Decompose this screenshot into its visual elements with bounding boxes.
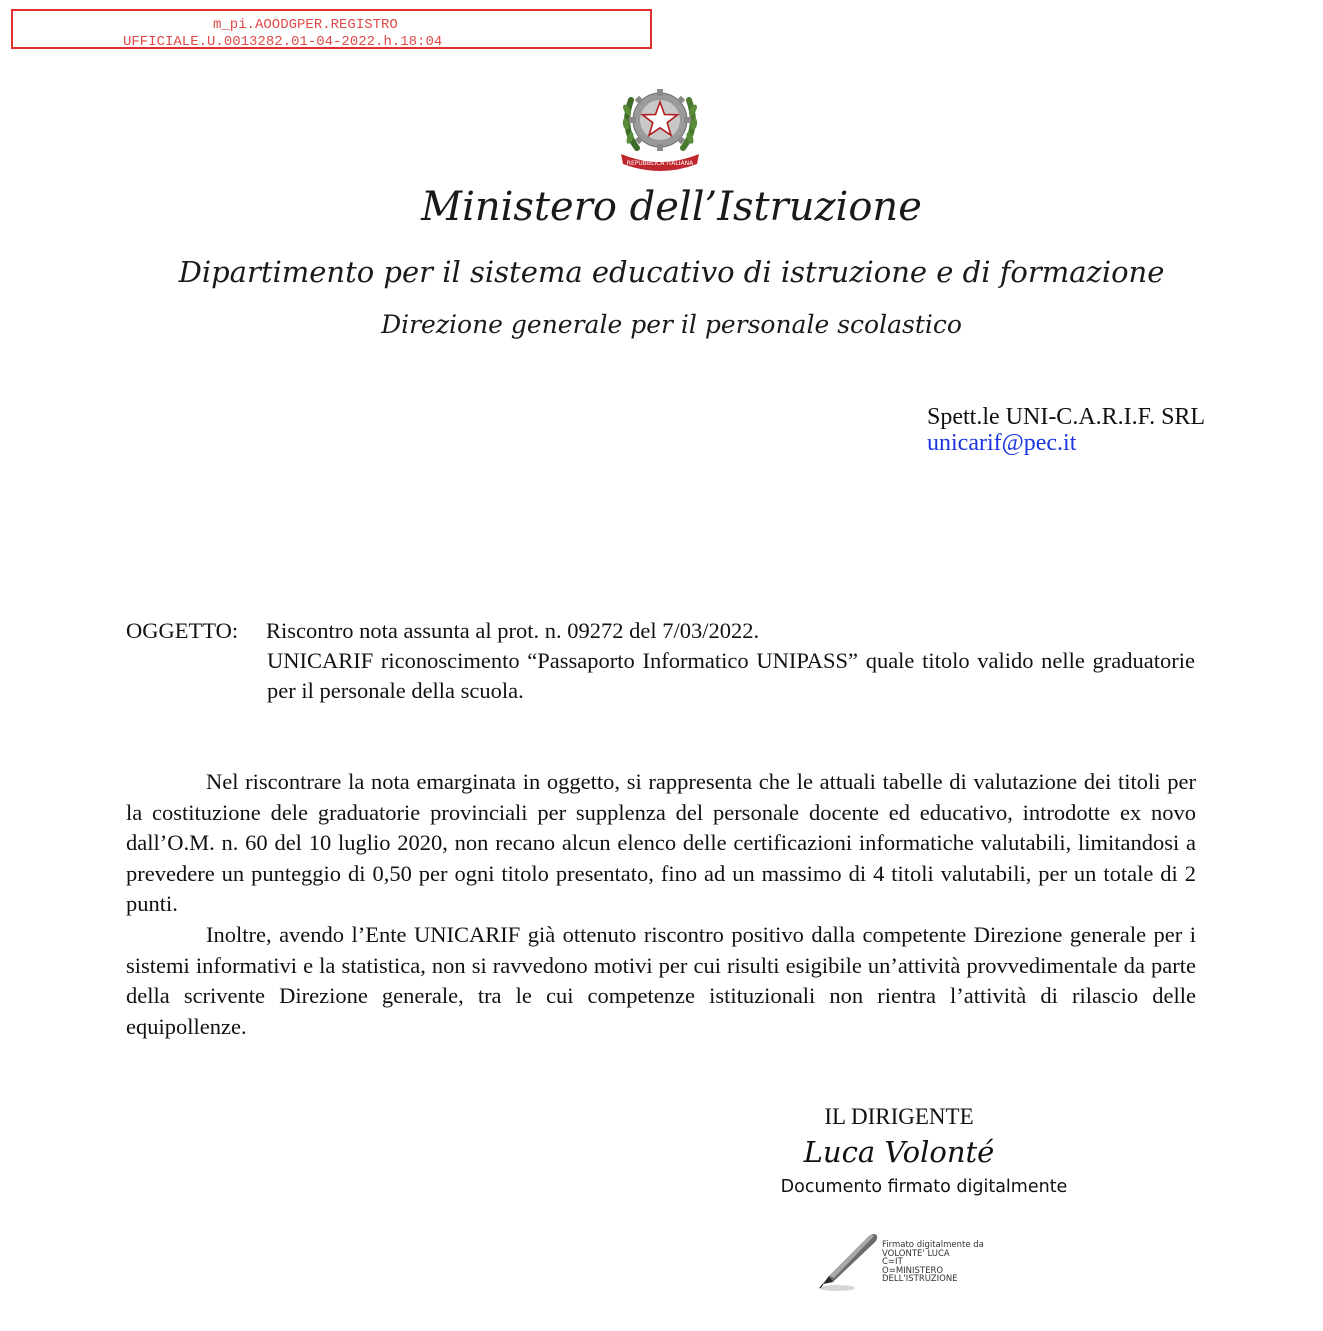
digital-seal-line5: DELL'ISTRUZIONE bbox=[882, 1274, 958, 1284]
signatory-name: Luca Volonté bbox=[803, 1135, 995, 1169]
body-paragraph-2: Inoltre, avendo l’Ente UNICARIF già ottenuto riscontro positivo dalla competente Direzione generale per i sistemi informativi e la statistica, non si ravvedono motivi per cui risulti esigibile un’attività provvedimentale da parte della scrivente Direzione generale, tra le cui competenze istituzionali non rientra l’attività di rilascio delle equipollenze. bbox=[126, 921, 1196, 1039]
ministry-title: Ministero dell’Istruzione bbox=[421, 184, 922, 230]
subject-description: UNICARIF riconoscimento “Passaporto Informatico UNIPASS” quale titolo valido nelle graduatorie per il personale della scuola. bbox=[267, 648, 1195, 703]
protocol-stamp bbox=[11, 9, 652, 49]
protocol-stamp-line2: UFFICIALE.U.0013282.01-04-2022.h.18:04 bbox=[123, 34, 443, 50]
body-paragraph-1: Nel riscontrare la nota emarginata in oggetto, si rappresenta che le attuali tabelle di valutazione dei titoli per la costituzione dele graduatorie provinciali per supplenza del personale docente ed educativo, introdotte ex novo dall’O.M. n. 60 del 10 luglio 2020, non recano alcun elenco delle certificazioni informatiche valutabili, limitandosi a prevedere un punteggio di 0,50 per ogni titolo presentato, fino ad un massimo di 4 titoli valutabili, per un totale di 2 punti. bbox=[126, 769, 1196, 917]
italian-republic-emblem-icon bbox=[617, 78, 703, 174]
digital-seal-line3: C=IT bbox=[882, 1257, 903, 1267]
digital-signature-seal bbox=[815, 1228, 995, 1298]
department-title: Dipartimento per il sistema educativo di istruzione e di formazione bbox=[178, 255, 1165, 289]
letter-body bbox=[126, 767, 1196, 1042]
subject-label: OGGETTO: bbox=[126, 618, 239, 643]
digital-seal-line1: Firmato digitalmente da bbox=[882, 1240, 984, 1250]
direction-title: Direzione generale per il personale scolastico bbox=[381, 310, 962, 339]
recipient-block bbox=[927, 404, 1205, 456]
pen-icon bbox=[815, 1228, 879, 1294]
subject-line1: Riscontro nota assunta al prot. n. 09272 del 7/03/2022. bbox=[266, 618, 760, 643]
signatory-role: IL DIRIGENTE bbox=[824, 1104, 974, 1129]
digital-seal-line4: O=MINISTERO bbox=[882, 1265, 944, 1276]
digital-seal-line2: VOLONTE' LUCA bbox=[882, 1248, 950, 1259]
signature-block bbox=[744, 1102, 1094, 1202]
svg-text:REPUBBLICA ITALIANA: REPUBBLICA ITALIANA bbox=[626, 160, 694, 167]
recipient-name: Spett.le UNI-C.A.R.I.F. SRL bbox=[927, 404, 1206, 430]
protocol-stamp-line1: m_pi.AOODGPER.REGISTRO bbox=[213, 17, 398, 33]
digital-signature-note: Documento firmato digitalmente bbox=[780, 1177, 1068, 1197]
recipient-email-link[interactable]: unicarif@pec.it bbox=[927, 430, 1077, 456]
digital-seal-text bbox=[882, 1241, 984, 1284]
